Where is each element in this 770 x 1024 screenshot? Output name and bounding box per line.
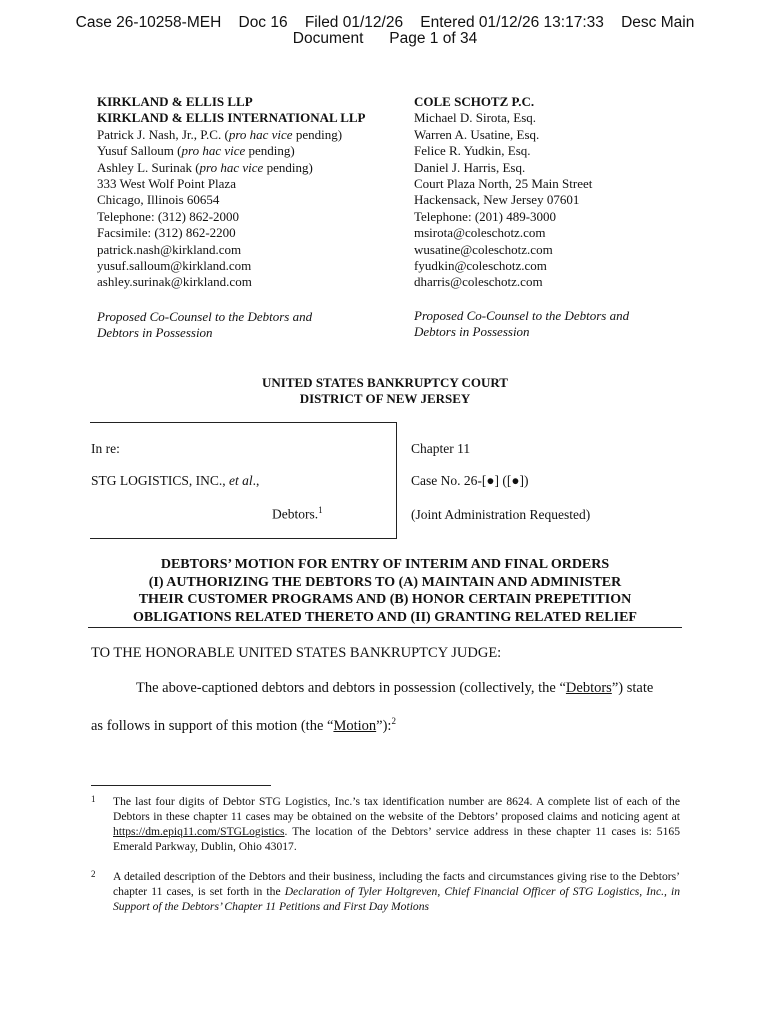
paragraph-1: The above-captioned debtors and debtors in possession (collectively, the “Debtors”) state	[136, 680, 654, 696]
address-street: Court Plaza North, 25 Main Street	[414, 176, 593, 192]
stamp-line-2: Document Page 1 of 34	[292, 30, 478, 47]
address-street: 333 West Wolf Point Plaza	[97, 176, 236, 192]
in-re-label: In re:	[91, 441, 120, 456]
right-counsel-block	[414, 94, 629, 341]
counsel-role-cont: Debtors in Possession	[414, 324, 530, 340]
court-district: DISTRICT OF NEW JERSEY	[299, 391, 471, 406]
attorney-line: Ashley L. Surinak (pro hac vice pending)	[97, 159, 313, 175]
debtor-name: STG LOGISTICS, INC., et al.,	[91, 473, 260, 488]
footnote-1: The last four digits of Debtor STG Logistics, Inc.’s tax identification number are 8624. A complete list of each of the Debtors in these chapter 11 cases may be obtained on the website of the Debtors’ proposed claims and noticing agent at https://dm.epiq11.com/STGLogistics. The location of the Debtors’ service address in these chapter 11 cases is: 5165 Emerald Parkway, Dublin, Ohio 43017.	[113, 795, 680, 853]
address-city: Chicago, Illinois 60654	[97, 192, 220, 208]
footnote-ref-1: 1	[318, 505, 323, 515]
claims-agent-link[interactable]: https://dm.epiq11.com/STGLogistics	[113, 825, 285, 838]
joint-administration: (Joint Administration Requested)	[411, 507, 591, 522]
attorney-line: Warren A. Usatine, Esq.	[414, 126, 540, 142]
attorney-line: Yusuf Salloum (pro hac vice pending)	[97, 143, 295, 159]
email: patrick.nash@kirkland.com	[97, 241, 242, 257]
email: dharris@coleschotz.com	[414, 274, 543, 290]
firm-name: KIRKLAND & ELLIS LLP	[97, 94, 253, 109]
title-line: (I) AUTHORIZING THE DEBTORS TO (A) MAINTAIN AND ADMINISTER	[148, 574, 622, 590]
attorney-line: Michael D. Sirota, Esq.	[414, 110, 537, 126]
court-name: UNITED STATES BANKRUPTCY COURT	[262, 375, 508, 390]
motion-title	[88, 556, 682, 626]
email: wusatine@coleschotz.com	[414, 241, 553, 257]
footnote-2-number: 2	[91, 869, 96, 879]
stamp-line-1: Case 26-10258-MEH Doc 16 Filed 01/12/26 Entered 01/12/26 13:17:33 Desc Main	[75, 14, 695, 31]
title-line: THEIR CUSTOMER PROGRAMS AND (B) HONOR CERTAIN PREPETITION	[138, 592, 632, 608]
caption-divider	[396, 422, 397, 539]
email: yusuf.salloum@kirkland.com	[97, 258, 252, 274]
case-number: Case No. 26-[●] ([●])	[411, 473, 529, 488]
firm-name-international: KIRKLAND & ELLIS INTERNATIONAL LLP	[97, 110, 366, 126]
attorney-line: Patrick J. Nash, Jr., P.C. (pro hac vice pending)	[97, 126, 343, 142]
chapter-label: Chapter 11	[411, 441, 471, 456]
debtors-label: Debtors.$^1$	[272, 505, 323, 522]
email: ashley.surinak@kirkland.com	[97, 274, 252, 290]
firm-name: COLE SCHOTZ P.C.	[414, 94, 535, 109]
telephone: Telephone: (201) 489-3000	[414, 208, 557, 224]
title-line: DEBTORS’ MOTION FOR ENTRY OF INTERIM AND FINAL ORDERS	[160, 557, 610, 572]
email: msirota@coleschotz.com	[414, 225, 546, 241]
attorney-line: Felice R. Yudkin, Esq.	[414, 143, 531, 159]
filing-stamp	[0, 15, 770, 47]
left-counsel-block	[97, 94, 365, 342]
counsel-role-cont: Debtors in Possession	[97, 325, 213, 341]
footnote-1-number: 1	[91, 794, 96, 804]
counsel-role: Proposed Co-Counsel to the Debtors and	[97, 308, 313, 324]
court-heading	[0, 375, 770, 407]
paragraph-2: as follows in support of this motion (the “Motion”):$^2$	[91, 716, 396, 734]
footnote-2: A detailed description of the Debtors and their business, including the facts and circumstances giving rise to the Debtors’ chapter 11 cases, is set forth in the Declaration of Tyler Holtgreven, Chief Financial Officer of STG Logistics, Inc., in Support of the Debtors’ Chapter 11 Petitions and First Day Motions	[113, 870, 681, 913]
footnote-separator	[91, 785, 271, 786]
title-line: OBLIGATIONS RELATED THERETO AND (II) GRANTING RELATED RELIEF	[133, 609, 637, 625]
counsel-role: Proposed Co-Counsel to the Debtors and	[414, 307, 630, 323]
telephone: Telephone: (312) 862-2000	[97, 208, 240, 224]
caption-top-rule	[90, 422, 397, 423]
address-city: Hackensack, New Jersey 07601	[414, 192, 580, 208]
email: fyudkin@coleschotz.com	[414, 258, 547, 274]
defined-term-debtors: Debtors	[565, 680, 612, 696]
title-rule	[88, 627, 682, 628]
footnote-ref-2: 2	[391, 716, 396, 726]
caption-bottom-rule	[90, 538, 397, 539]
defined-term-motion: Motion	[333, 717, 377, 734]
salutation: TO THE HONORABLE UNITED STATES BANKRUPTCY JUDGE:	[91, 645, 502, 661]
facsimile: Facsimile: (312) 862-2200	[97, 225, 236, 241]
attorney-line: Daniel J. Harris, Esq.	[414, 159, 526, 175]
